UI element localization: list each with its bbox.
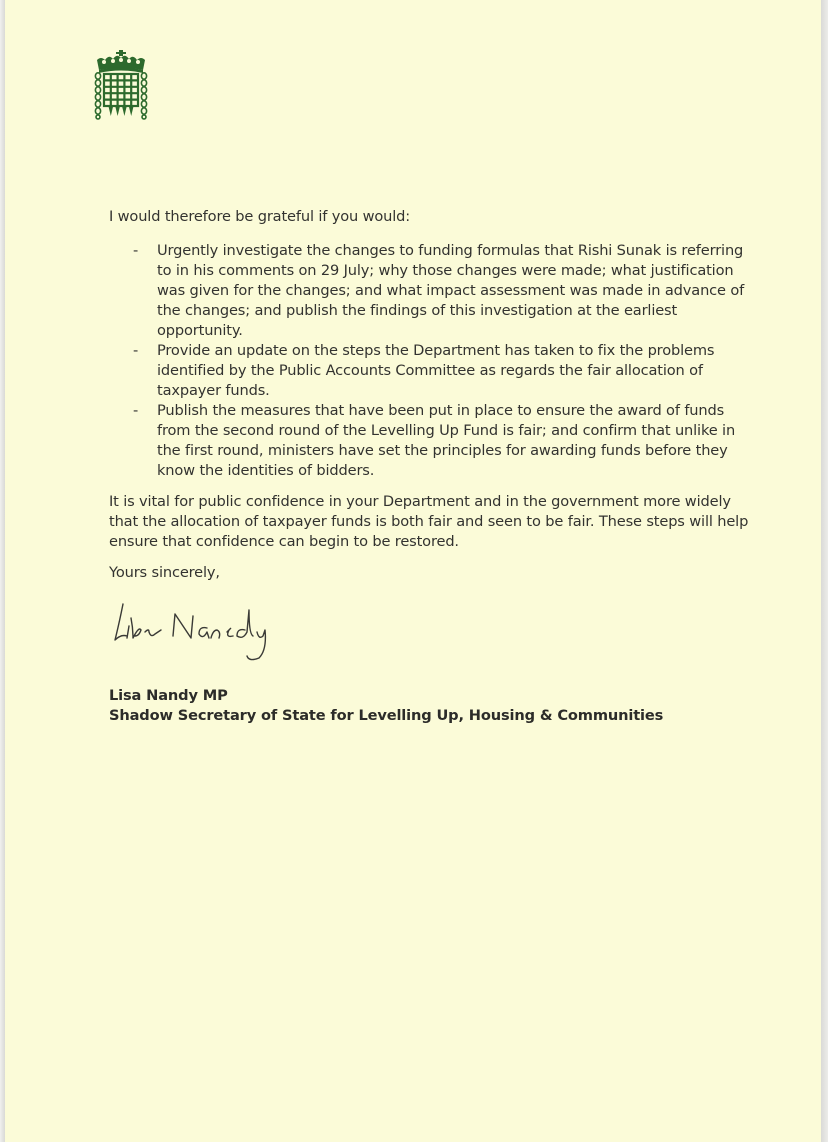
handwritten-signature-icon xyxy=(111,596,291,666)
request-item xyxy=(109,241,749,341)
request-item xyxy=(109,401,749,481)
bullet-dash: - xyxy=(133,242,139,259)
request-text: Urgently investigate the changes to funding formulas that Rishi Sunak is referring to in his comments on 29 July; why those changes were made; what justification was given for the changes; and what impact assessment was made in advance of the changes; and publish the findings of this investigation at the earliest opportunity. xyxy=(157,242,745,339)
signatory-name: Lisa Nandy MP xyxy=(109,687,228,704)
request-item xyxy=(109,341,749,401)
bullet-dash: - xyxy=(133,402,139,419)
sign-off: Yours sincerely, xyxy=(109,564,220,581)
request-text: Provide an update on the steps the Department has taken to fix the problems identified by the Public Accounts Committee as regards the fair allocation of taxpayer funds. xyxy=(157,342,715,399)
closing-paragraph: It is vital for public confidence in your Department and in the government more widely that the allocation of taxpayer funds is both fair and seen to be fair. These steps will help ensure that confidence can begin to be restored. xyxy=(109,493,749,550)
intro-line: I would therefore be grateful if you would: xyxy=(109,208,411,225)
page-edge-left xyxy=(0,0,5,1142)
request-list xyxy=(109,241,749,481)
signatory-title: Shadow Secretary of State for Levelling Up, Housing & Communities xyxy=(109,707,664,724)
house-of-commons-portcullis-icon xyxy=(91,48,151,120)
bullet-dash: - xyxy=(133,342,139,359)
request-text: Publish the measures that have been put in place to ensure the award of funds from the second round of the Levelling Up Fund is fair; and confirm that unlike in the first round, ministers have set the principles for awarding funds before they know the identities of bidders. xyxy=(157,402,736,479)
page-edge-right xyxy=(821,0,828,1142)
letter-body xyxy=(109,207,749,583)
letter-page xyxy=(5,0,821,1142)
